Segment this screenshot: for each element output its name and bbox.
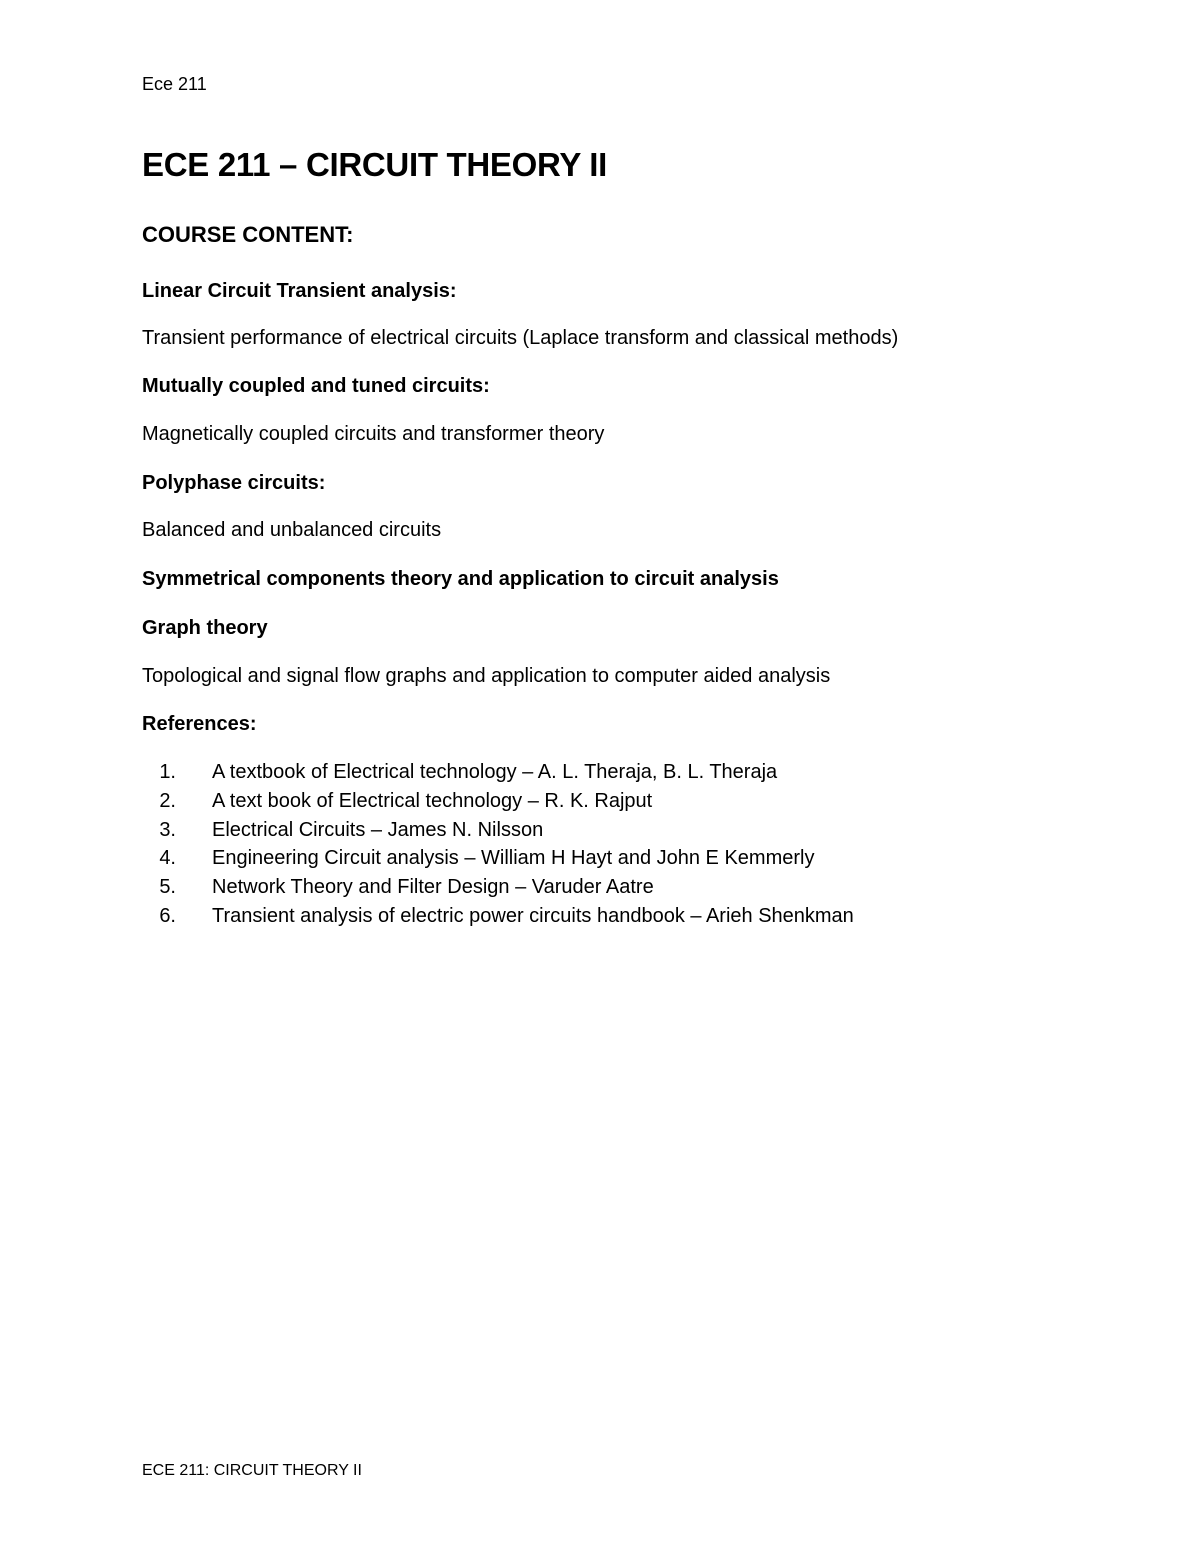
reference-text: Electrical Circuits – James N. Nilsson <box>212 818 544 841</box>
reference-item <box>142 873 654 902</box>
references-list <box>142 758 854 931</box>
page-title: ECE 211 – CIRCUIT THEORY II <box>142 146 608 183</box>
reference-number: 4. <box>159 847 176 870</box>
section-heading-polyphase: Polyphase circuits: <box>142 472 326 494</box>
section-heading-graph-theory: Graph theory <box>142 617 268 639</box>
section-heading-mutually-coupled: Mutually coupled and tuned circuits: <box>142 375 490 397</box>
reference-number: 5. <box>159 876 176 899</box>
section-body-polyphase: Balanced and unbalanced circuits <box>142 519 442 541</box>
reference-text: Transient analysis of electric power circuits handbook – Arieh Shenkman <box>212 904 854 927</box>
course-content-heading: COURSE CONTENT: <box>142 222 354 247</box>
reference-item <box>142 816 544 845</box>
reference-text: Network Theory and Filter Design – Varuder Aatre <box>212 876 654 899</box>
reference-item <box>142 902 854 931</box>
reference-text: A text book of Electrical technology – R. K. Rajput <box>212 789 653 812</box>
reference-text: Engineering Circuit analysis – William H Hayt and John E Kemmerly <box>212 847 815 870</box>
reference-item <box>142 758 778 787</box>
section-body-mutually-coupled: Magnetically coupled circuits and transformer theory <box>142 423 605 445</box>
reference-number: 3. <box>159 818 176 841</box>
section-body-linear-transient: Transient performance of electrical circuits (Laplace transform and classical methods) <box>142 327 899 349</box>
reference-number: 2. <box>159 789 176 812</box>
reference-text: A textbook of Electrical technology – A. L. Theraja, B. L. Theraja <box>212 761 778 783</box>
page-header: Ece 211 <box>142 74 207 94</box>
section-body-graph-theory: Topological and signal flow graphs and application to computer aided analysis <box>142 665 831 687</box>
page-footer: ECE 211: CIRCUIT THEORY II <box>142 1462 362 1479</box>
section-heading-linear-transient: Linear Circuit Transient analysis: <box>142 280 457 302</box>
references-heading: References: <box>142 713 257 735</box>
reference-number: 6. <box>159 904 176 927</box>
section-heading-symmetrical-components: Symmetrical components theory and application to circuit analysis <box>142 568 779 590</box>
reference-number: 1. <box>159 761 176 783</box>
reference-item <box>142 787 653 816</box>
reference-item <box>142 844 815 873</box>
